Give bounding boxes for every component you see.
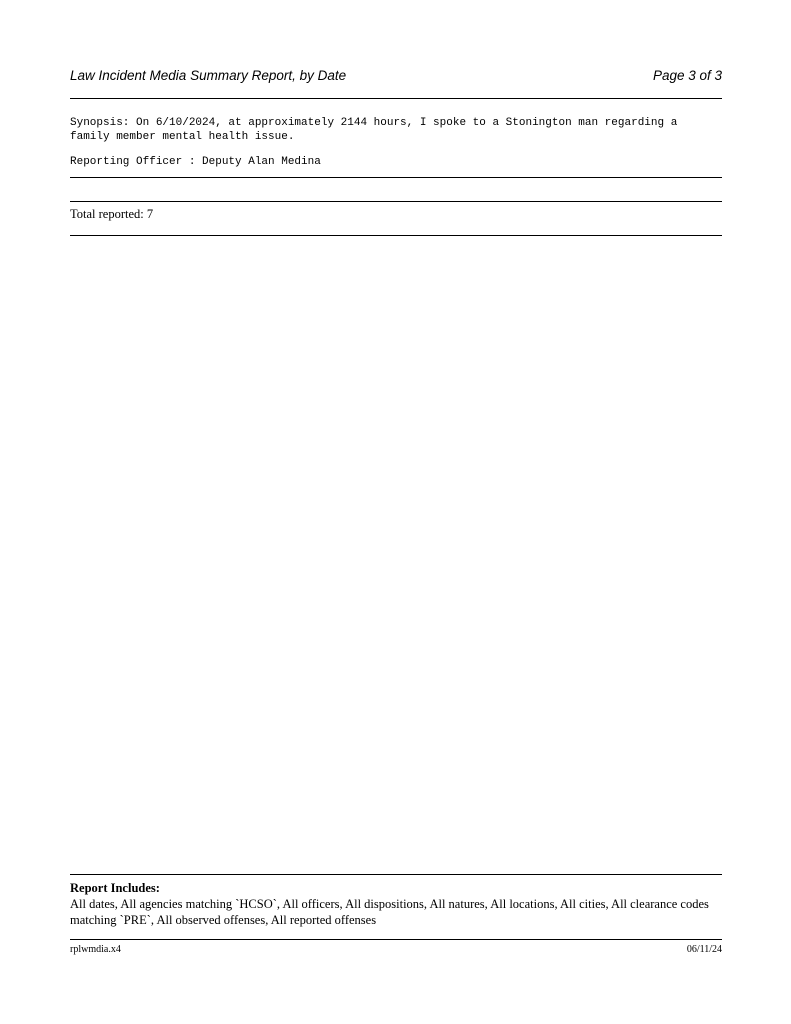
report-title: Law Incident Media Summary Report, by Date	[70, 68, 347, 83]
header-divider	[70, 98, 722, 99]
page-number: Page 3 of 3	[652, 68, 722, 83]
reporting-officer: Reporting Officer : Deputy Alan Medina	[70, 156, 321, 168]
total-top-divider	[70, 201, 722, 202]
page-footer	[70, 944, 722, 958]
report-code: rplwmdia.x4	[70, 944, 121, 955]
page-header	[70, 68, 722, 86]
synopsis-text: Synopsis: On 6/10/2024, at approximately 2144 hours, I spoke to a Stonington man regarding a family member mental health issue.	[70, 117, 684, 143]
report-includes-text: All dates, All agencies matching `HCSO`, All officers, All dispositions, All natures, All locations, All cities, All clearance codes matching `PRE`, All observed offenses, All reported offenses	[70, 897, 709, 927]
record-divider	[70, 177, 722, 178]
total-bottom-divider	[70, 235, 722, 236]
footer-divider	[70, 939, 722, 940]
includes-divider	[70, 874, 722, 875]
print-date: 06/11/24	[686, 944, 722, 955]
report-includes	[70, 880, 722, 928]
report-includes-label: Report Includes:	[70, 881, 160, 895]
total-reported: Total reported: 7	[70, 207, 154, 221]
